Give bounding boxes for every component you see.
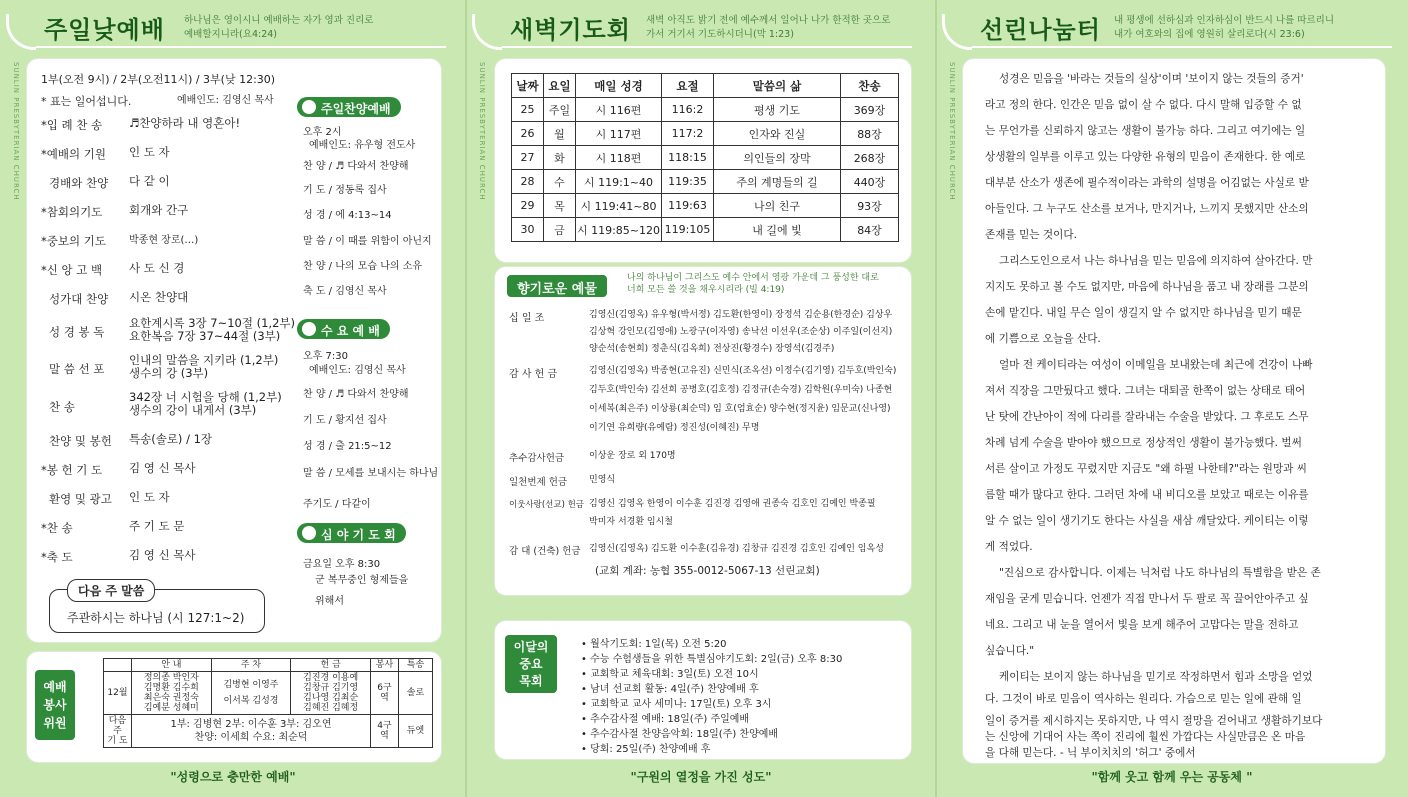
event-item: • 교회학교 체육대회: 3일(토) 오전 10시 <box>581 669 759 680</box>
order-value: 예배인도: 김영신 목사 <box>177 95 274 106</box>
event-item: • 월삭기도회: 1일(목) 오전 5:20 <box>581 639 727 650</box>
table-cell: 시 118편 <box>576 146 662 170</box>
offering-label: 감 대 (건축) 헌금 <box>509 546 581 557</box>
offering-label: 이웃사랑(선교) 헌금 <box>509 500 585 510</box>
offering-names: 김영신(김영옥) 김도환 이수훈(김유경) 김창규 김진경 김호인 김예인 임옥성 <box>589 544 884 554</box>
header-divider <box>972 46 1392 48</box>
dawn-prayer-panel <box>466 0 936 797</box>
verse-line: 내가 여호와의 집에 영원히 살리로다(시 23:6) <box>1114 29 1305 40</box>
table-row <box>512 218 899 242</box>
panel-footer: "구원의 열정을 가진 성도" <box>630 770 772 784</box>
table-cell: 시 119:1~40 <box>576 170 662 194</box>
table-row <box>512 170 899 194</box>
table-cell: 29 <box>512 194 544 218</box>
panel-footer: "함께 웃고 함께 우는 공동체 " <box>1091 770 1253 784</box>
article-line: 차례 넘게 수술을 받아야 했으므로 정상적인 생활이 불가능했다. 벌써 <box>985 437 1302 449</box>
table-row <box>512 98 899 122</box>
column-header: 헌 금 <box>291 659 371 672</box>
article-line: 다. 그것이 바로 믿음이 역사하는 원리다. 가슴으로 믿는 일에 관해 일 <box>985 693 1302 705</box>
table-cell: 내 길에 빛 <box>714 218 841 242</box>
offering-names: 이상운 장로 외 170명 <box>589 451 676 461</box>
header-arc-decoration <box>6 14 36 50</box>
praise-line: 축 도 / 김영신 목사 <box>303 286 387 297</box>
panel-title: 새벽기도회 <box>510 16 631 44</box>
article-line: 에 기쁨으로 오늘을 산다. <box>985 333 1101 345</box>
article-line: 대부분 산소가 생존에 필수적이라는 과학의 설명을 어김없는 사실로 받 <box>985 177 1309 189</box>
article-line: 는 무언가를 신뢰하지 않고는 생활이 불가능 하다. 그리고 여기에는 일 <box>985 125 1306 137</box>
order-label: *봉 헌 기 도 <box>41 463 103 477</box>
praise-line: 오후 2시 <box>303 127 342 138</box>
wednesday-service-title: 수 요 예 배 <box>297 319 390 339</box>
table-cell: 월 <box>544 122 576 146</box>
praise-line: 찬 양 / 나의 모습 나의 소유 <box>303 261 423 272</box>
order-label: *예배의 기원 <box>41 147 106 161</box>
table-cell: 수 <box>544 170 576 194</box>
table-cell: 268장 <box>841 146 899 170</box>
column-header: 날짜 <box>512 74 544 98</box>
table-cell: 금 <box>544 218 576 242</box>
offering-card <box>494 266 912 596</box>
monthly-events-card <box>494 620 912 760</box>
offering-label: 일천번제 헌금 <box>509 477 568 488</box>
table-cell: 나의 친구 <box>714 194 841 218</box>
offering-names: 이기연 유희량(유예람) 정진성(이혜진) 무명 <box>589 423 760 433</box>
article-line: 네요. 그리고 내 눈을 열어서 빛을 보게 해주어 고맙다는 말을 전하고 <box>985 619 1299 631</box>
next-week-tag: 다음 주 말씀 <box>67 579 155 602</box>
order-value: 인 도 자 <box>129 145 170 159</box>
article-line: 일이 증거를 제시하지는 못하지만, 나 역시 절망을 걷어내고 생활하기보다 <box>985 715 1323 727</box>
dawn-schedule-card <box>494 58 912 263</box>
order-label: 환영 및 광고 <box>49 492 112 506</box>
event-item: • 추수감사절 예배: 18일(주) 주일예배 <box>581 714 750 725</box>
order-value: 박종현 장로(…) <box>129 235 199 246</box>
article-line: 아들인다. 그 누구도 산소를 보거나, 만지거나, 느끼지 못했지만 산소의 <box>985 203 1309 215</box>
title-verse <box>184 14 373 42</box>
article-line: 존재를 믿는 것이다. <box>985 229 1077 241</box>
order-value: 사 도 신 경 <box>129 261 185 275</box>
wednesday-line: 오후 7:30 <box>303 351 348 362</box>
table-cell: 솔로 <box>399 672 433 715</box>
table-row <box>104 672 433 715</box>
praise-line: 성 경 / 에 4:13~14 <box>303 210 392 221</box>
offering-badge: 향기로운 예물 <box>507 275 607 297</box>
table-cell: 평생 기도 <box>714 98 841 122</box>
praise-line: 기 도 / 정동록 집사 <box>303 185 387 196</box>
night-prayer-line: 군 복무중인 형제들을 <box>315 575 409 586</box>
order-label: 찬양 및 봉헌 <box>49 434 112 448</box>
panel-title: 주일낮예배 <box>44 16 165 44</box>
column-header: 말씀의 삶 <box>714 74 841 98</box>
table-cell: 인자와 진실 <box>714 122 841 146</box>
article-line: 재임을 굳게 믿습니다. 언젠가 직접 만나서 두 팔로 꼭 끌어안아주고 싶 <box>985 593 1309 605</box>
table-cell: 26 <box>512 122 544 146</box>
verse-line: 예배할지니라(요4:24) <box>184 29 277 40</box>
article-line: 그리스도인으로서 나는 하나님을 믿는 믿음에 의지하여 살아간다. 만 <box>999 255 1313 267</box>
table-cell: 1부: 김병현 2부: 이수훈 3부: 김오연 찬양: 이세희 수요: 최순덕 <box>132 715 371 748</box>
table-cell: 27 <box>512 146 544 170</box>
church-side-text: SUNLIN PRESBYTERIAN CHURCH <box>478 62 486 201</box>
offering-names: 민영식 <box>589 475 616 485</box>
article-line: 상생활의 일부를 이루고 있는 다양한 유형의 믿음이 존재한다. 한 예로 <box>985 151 1306 163</box>
event-item: • 교회학교 교사 세미나: 17일(토) 오후 3시 <box>581 699 772 710</box>
article-line: 성경은 믿음을 '바라는 것들의 실상'이며 '보이지 않는 것들의 증거' <box>999 73 1304 85</box>
verse-line: 내 평생에 선하심과 인자하심이 반드시 나를 따르리니 <box>1114 15 1335 26</box>
table-row <box>512 122 899 146</box>
offering-names: 김영신(김영옥) 유우형(박서정) 김도환(한영이) 장정석 김순용(한경순) 김상우 <box>589 310 893 320</box>
offering-names: 박미자 서경환 임시철 <box>589 517 673 527</box>
order-value: 요한복음 7장 37~44절 (3부) <box>129 329 281 343</box>
article-line: 는 신앙에 기대어 사는 쪽이 진리에 훨씬 가깝다는 사실만큼은 온 마음 <box>985 731 1306 743</box>
article-line: 라고 정의 한다. 인간은 믿음 없이 살 수 없다. 다시 말해 입증할 수 없 <box>985 99 1302 111</box>
table-cell: 28 <box>512 170 544 194</box>
column-header: 요절 <box>662 74 714 98</box>
table-cell: 440장 <box>841 170 899 194</box>
panel-footer: "성령으로 충만한 예배" <box>170 770 296 784</box>
order-value: 주 기 도 문 <box>129 519 185 533</box>
table-cell: 6구역 <box>371 672 399 715</box>
table-cell: 목 <box>544 194 576 218</box>
order-label: *입 례 찬 송 <box>41 118 103 132</box>
order-label: 찬 송 <box>49 400 75 414</box>
table-cell: 주의 계명들의 길 <box>714 170 841 194</box>
title-verse <box>646 14 890 42</box>
table-cell: 정의종 박인자 김명환 김수희 최은숙 권정숙 김예분 성혜미 <box>132 672 212 715</box>
table-cell: 119:35 <box>662 170 714 194</box>
title-verse <box>1114 14 1334 42</box>
order-value: 342장 너 시험을 당해 (1,2부) <box>129 390 282 404</box>
wednesday-line: 찬 양 / ♬ 다와서 찬양해 <box>303 389 409 400</box>
order-label: 성가대 찬양 <box>49 292 109 306</box>
offering-names: 김상혁 강인모(김영애) 노광구(이자영) 송낙선 이선우(조순상) 이주일(이선지) <box>589 327 893 337</box>
table-cell: 김진경 이용예 김창규 김기영 김나영 김최순 김혜진 김혜정 <box>291 672 371 715</box>
table-cell: 듀엣 <box>399 715 433 748</box>
table-cell: 25 <box>512 98 544 122</box>
table-row <box>512 194 899 218</box>
table-cell: 시 119:41~80 <box>576 194 662 218</box>
table-cell: 시 117편 <box>576 122 662 146</box>
monthly-badge: 이달의 중요 목회 <box>505 635 557 693</box>
article-line: 져서 직장을 그만뒀다고 했다. 그녀는 대퇴골 한쪽이 없는 상태로 태어 <box>985 385 1306 397</box>
article-line: 얼마 전 케이티라는 여성이 이메일을 보내왔는데 최근에 건강이 나빠 <box>999 359 1313 371</box>
table-row <box>104 715 433 748</box>
table-cell: 시 119:85~120 <box>576 218 662 242</box>
table-cell: 369장 <box>841 98 899 122</box>
offering-names: 이세복(최은주) 이상룡(최순덕) 임 호(엄효순) 양수현(정지윤) 임문교(신나영) <box>589 404 891 414</box>
column-header: 특송 <box>399 659 433 672</box>
article-line: 손에 맡긴다. 내일 무슨 일이 생길지 알 수 없지만 하나님을 믿기 때문 <box>985 307 1302 319</box>
order-value: 생수의 강이 내게서 (3부) <box>129 403 257 417</box>
table-cell: 12월 <box>104 672 132 715</box>
praise-line: 예배인도: 유우형 전도사 <box>309 140 416 151</box>
worship-panel <box>0 0 466 797</box>
praise-line: 찬 양 / ♬ 다와서 찬양해 <box>303 161 409 172</box>
table-cell: 다음주 기 도 <box>104 715 132 748</box>
column-header: 찬송 <box>841 74 899 98</box>
article-line: 난 탓에 간난아이 적에 다리를 잘라내는 수술을 받았다. 그 후로도 스무 <box>985 411 1309 423</box>
order-label: 성 경 봉 독 <box>49 325 105 339</box>
order-label: *중보의 기도 <box>41 234 106 248</box>
duty-table <box>103 658 433 748</box>
article-line: 을 다해 믿는다. - 닉 부이치치의 '허그' 중에서 <box>985 747 1196 759</box>
offering-names: 김두호(박인숙) 김선희 공병호(김호정) 김정규(손숙경) 김학원(우미숙) 나종현 <box>589 385 893 395</box>
article-line: 알 수 없는 일이 생기기도 한다는 사실을 새삼 깨달았다. 케이티는 이렇 <box>985 515 1309 527</box>
article-line: 싶습니다." <box>985 645 1035 657</box>
next-week-sermon: 주관하시는 하나님 (시 127:1~2) <box>67 611 245 625</box>
event-item: • 추수감사절 찬양음악회: 18일(주) 찬양예배 <box>581 729 779 740</box>
praise-line: 말 씀 / 이 때를 위함이 아닌지 <box>303 236 432 247</box>
table-cell: 119:105 <box>662 218 714 242</box>
article-line: 서른 살이고 가정도 꾸렸지만 지금도 "왜 하필 나한테?"라는 원망과 씨 <box>985 463 1307 475</box>
order-label: *신 앙 고 백 <box>41 263 103 277</box>
table-cell: 118:15 <box>662 146 714 170</box>
offering-names: 양순석(송현희) 정춘식(김옥희) 전상진(황경수) 장영석(김경주) <box>589 344 835 354</box>
praise-service-title: 주일찬양예배 <box>297 97 401 117</box>
duty-badge: 예배 봉사 위원 <box>35 670 75 740</box>
table-cell: 주일 <box>544 98 576 122</box>
bullet-circle-icon <box>302 526 316 540</box>
order-value: ♬찬양하라 내 영혼아! <box>129 116 241 130</box>
offering-names: 김영신 김영옥 한영이 이수훈 김진경 김영애 권종숙 김호인 김예인 박종필 <box>589 499 876 509</box>
wednesday-line: 예배인도: 김영신 목사 <box>309 365 406 376</box>
article-card <box>962 58 1386 764</box>
night-prayer-line: 위해서 <box>315 596 344 607</box>
order-label: *찬 송 <box>41 521 73 535</box>
verse-line: 새벽 아직도 밝기 전에 예수께서 일어나 나가 한적한 곳으로 <box>646 15 891 26</box>
bank-account: (교회 계좌: 농협 355-0012-5067-13 선린교회) <box>595 565 820 577</box>
article-line: 케이티는 보이지 않는 하나님을 믿기로 작정하면서 힘과 소망을 얻었 <box>999 671 1313 683</box>
sharing-panel <box>936 0 1408 797</box>
order-value: 회개와 간구 <box>129 203 189 217</box>
service-duty-card <box>26 651 442 763</box>
table-cell: 김병현 이영주 이서복 김성경 <box>211 672 291 715</box>
verse-line: 하나님은 영이시니 예배하는 자가 영과 진리로 <box>184 15 374 26</box>
table-cell: 30 <box>512 218 544 242</box>
order-label: * 표는 일어섭니다. <box>41 95 132 108</box>
table-cell: 화 <box>544 146 576 170</box>
table-cell: 84장 <box>841 218 899 242</box>
order-label: 경배와 찬양 <box>49 176 109 190</box>
offering-names: 김영신(김영옥) 박종현(고유진) 신민식(조옥선) 이정수(김기영) 김두호(박인숙) <box>589 366 897 376</box>
header-divider <box>36 46 446 48</box>
worship-order-card <box>26 58 442 643</box>
event-item: • 당회: 25일(주) 찬양예배 후 <box>581 744 711 755</box>
church-side-text: SUNLIN PRESBYTERIAN CHURCH <box>12 62 20 201</box>
order-value: 다 같 이 <box>129 174 170 188</box>
offering-label: 추수감사헌금 <box>509 453 565 464</box>
offering-verse: 나의 하나님이 그리스도 예수 안에서 영광 가운데 그 풍성한 대로 너희 모든 쓸 것을 채우시리라 (빌 4:19) <box>627 273 879 295</box>
bullet-circle-icon <box>302 100 316 114</box>
order-label: *축 도 <box>41 550 73 564</box>
article-line: 게 적었다. <box>985 541 1033 553</box>
order-label: 말 씀 선 포 <box>49 362 105 376</box>
wednesday-line: 기 도 / 황지선 집사 <box>303 415 387 426</box>
order-value: 김 영 신 목사 <box>129 548 196 562</box>
bullet-circle-icon <box>302 322 316 336</box>
wednesday-line: 말 씀 / 모세를 보내시는 하나님 <box>303 468 439 479</box>
table-cell: 117:2 <box>662 122 714 146</box>
order-value: 특송(솔로) / 1장 <box>129 432 213 446</box>
verse-line: 가서 거기서 기도하시더니(막 1:23) <box>646 29 794 40</box>
header-arc-decoration <box>472 14 502 50</box>
night-prayer-title: 심 야 기 도 회 <box>297 523 406 543</box>
order-value: 인 도 자 <box>129 490 170 504</box>
table-cell: 의인들의 장막 <box>714 146 841 170</box>
column-header: 주 차 <box>211 659 291 672</box>
table-cell: 119:63 <box>662 194 714 218</box>
church-side-text: SUNLIN PRESBYTERIAN CHURCH <box>948 62 956 201</box>
wednesday-line: 성 경 / 출 21:5~12 <box>303 441 392 452</box>
offering-label: 십 일 조 <box>509 313 545 324</box>
night-prayer-line: 금요일 오후 8:30 <box>303 559 381 570</box>
article-line: 지지도 못하고 볼 수도 없지만, 마음에 하나님을 품고 내 장래를 그분의 <box>985 281 1309 293</box>
column-header: 요일 <box>544 74 576 98</box>
table-row <box>512 74 899 98</box>
article-line: 름할 때가 많다고 한다. 그러던 차에 내 비디오를 보았고 때로는 이유를 <box>985 489 1309 501</box>
service-times: 1부(오전 9시) / 2부(오전11시) / 3부(낮 12:30) <box>41 73 276 86</box>
table-row <box>104 659 433 672</box>
article-line: "진심으로 감사합니다. 이제는 닉처럼 나도 하나님의 특별함을 받은 존 <box>999 567 1321 579</box>
table-cell: 4구역 <box>371 715 399 748</box>
column-header: 안 내 <box>132 659 212 672</box>
table-row <box>512 146 899 170</box>
order-value: 시온 찬양대 <box>129 290 189 304</box>
panel-title: 선린나눔터 <box>980 16 1101 44</box>
event-item: • 수능 수험생들을 위한 특별심야기도회: 2일(금) 오후 8:30 <box>581 654 843 665</box>
header-divider <box>502 46 912 48</box>
table-cell: 88장 <box>841 122 899 146</box>
event-item: • 남녀 선교회 활동: 4일(주) 찬양예배 후 <box>581 684 759 695</box>
table-cell: 93장 <box>841 194 899 218</box>
order-value: 생수의 강 (3부) <box>129 366 209 380</box>
header-arc-decoration <box>942 14 972 50</box>
table-cell: 116:2 <box>662 98 714 122</box>
order-value: 김 영 신 목사 <box>129 461 196 475</box>
order-value: 요한계시록 3장 7~10절 (1,2부) <box>129 316 296 330</box>
table-cell <box>104 659 132 672</box>
wednesday-line: 주기도 / 다같이 <box>303 499 371 510</box>
column-header: 봉사 <box>371 659 399 672</box>
dawn-table <box>511 73 899 242</box>
order-label: *참회의기도 <box>41 205 103 219</box>
order-value: 인내의 말씀을 지키라 (1,2부) <box>129 353 279 367</box>
column-header: 매일 성경 <box>576 74 662 98</box>
offering-label: 감 사 헌 금 <box>509 369 558 380</box>
table-cell: 시 116편 <box>576 98 662 122</box>
